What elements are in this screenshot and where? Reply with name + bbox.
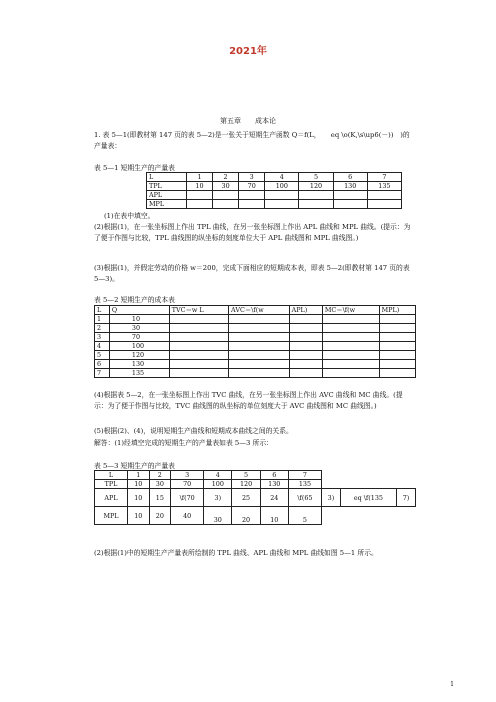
table2-cell bbox=[289, 315, 322, 324]
table2-header-cell: MC＝\f(w bbox=[322, 306, 379, 315]
table3-cell: 3) bbox=[204, 489, 232, 507]
table1-row-header: TPL bbox=[147, 182, 187, 191]
table3-cell: 120 bbox=[232, 480, 260, 489]
table1-cell: 1 bbox=[186, 173, 212, 182]
table2-cell bbox=[169, 324, 228, 333]
table1-cell bbox=[299, 191, 333, 200]
q1-part2: (2)根据(1)，在一张坐标图上作出 TPL 曲线，在另一张坐标图上作出 APL 曲线和 MPL 曲线。(提示：为了便于作图与比较，TPL 曲线图的纵坐标的刻度单位大于 APL 曲线图和 MPL 曲线图。) bbox=[94, 223, 411, 242]
table3 bbox=[94, 470, 416, 525]
table3-cell: 3 bbox=[171, 471, 204, 480]
table1-cell: 30 bbox=[213, 182, 239, 191]
table2-cell: 70 bbox=[109, 333, 169, 342]
table2-row bbox=[95, 324, 416, 333]
table2-cell bbox=[229, 351, 290, 360]
table1 bbox=[146, 172, 402, 209]
table3-cell: 40 bbox=[171, 507, 204, 525]
table3-cell: 10 bbox=[127, 480, 149, 489]
chapter-title: 第五章 成本论 bbox=[220, 117, 276, 125]
table1-cell: 10 bbox=[186, 182, 212, 191]
table2-cell bbox=[169, 333, 228, 342]
table1-cell bbox=[299, 200, 333, 209]
table2-cell: 120 bbox=[109, 351, 169, 360]
table1-cell bbox=[186, 191, 212, 200]
table2-cell bbox=[169, 369, 228, 378]
table3-cell: 24 bbox=[260, 489, 288, 507]
q1-part4: (4)根据表 5—2，在一张坐标图上作出 TVC 曲线，在另一张坐标图上作出 AVC 曲线和 MC 曲线。(提示：为了便于作图与比较，TVC 曲线图的纵坐标的单位刻度大于 AVC 曲线图和 MC 曲线图。) bbox=[94, 391, 403, 410]
q1-part1: (1)在表中填空。 bbox=[104, 212, 155, 220]
table2 bbox=[94, 305, 416, 378]
table3-cell: TPL bbox=[95, 480, 128, 489]
table3-cell: MPL bbox=[95, 507, 128, 525]
table2-cell bbox=[289, 333, 322, 342]
table1-row bbox=[147, 182, 402, 191]
table2-cell bbox=[379, 369, 415, 378]
table3-cell: 7 bbox=[288, 471, 321, 480]
q1-part5: (5)根据(2)、(4)，说明短期生产曲线和短期成本曲线之间的关系。 bbox=[94, 427, 293, 435]
table2-caption: 表 5—2 短期生产的成本表 bbox=[94, 296, 175, 304]
table3-caption: 表 5—3 短期生产的产量表 bbox=[94, 462, 175, 470]
table2-cell bbox=[289, 324, 322, 333]
table2-cell bbox=[379, 351, 415, 360]
table2-cell bbox=[379, 342, 415, 351]
table2-cell bbox=[289, 369, 322, 378]
table3-cell: 7) bbox=[396, 489, 415, 507]
table2-cell bbox=[322, 342, 379, 351]
table1-cell: 2 bbox=[213, 173, 239, 182]
table2-cell bbox=[322, 324, 379, 333]
answer-part2: (2)根据(1)中的短期生产产量表所绘制的 TPL 曲线、APL 曲线和 MPL 曲线如图 5—1 所示。 bbox=[94, 549, 378, 557]
table3-cell: 5 bbox=[232, 471, 260, 480]
table1-cell bbox=[265, 191, 299, 200]
table1-cell: 5 bbox=[299, 173, 333, 182]
table2-cell bbox=[322, 333, 379, 342]
table3-cell: 20 bbox=[149, 507, 171, 525]
question-intro: 1. 表 5—1(即教材第 147 页的表 5—2)是一张关于短期生产函数 Q＝f(L， eq \o(K,\s\up6(－)) )的产量表： bbox=[94, 131, 410, 150]
table3-row-mp bbox=[95, 507, 416, 525]
table3-row-l bbox=[95, 471, 416, 480]
table3-cell: 1 bbox=[127, 471, 149, 480]
table2-cell bbox=[322, 369, 379, 378]
table2-cell: 5 bbox=[95, 351, 110, 360]
table2-cell bbox=[229, 333, 290, 342]
table3-cell: APL bbox=[95, 489, 128, 507]
table2-cell bbox=[169, 360, 228, 369]
table2-row bbox=[95, 360, 416, 369]
table3-cell: 70 bbox=[171, 480, 204, 489]
table1-cell bbox=[186, 200, 212, 209]
table2-row bbox=[95, 333, 416, 342]
table1-row-header: APL bbox=[147, 191, 187, 200]
table2-cell bbox=[229, 315, 290, 324]
table3-cell: 135 bbox=[288, 480, 321, 489]
table2-cell bbox=[169, 315, 228, 324]
table2-cell bbox=[322, 360, 379, 369]
table2-cell bbox=[322, 351, 379, 360]
document-header: 2021年 bbox=[229, 46, 267, 57]
table1-row bbox=[147, 200, 402, 209]
table2-cell: 1 bbox=[95, 315, 110, 324]
table1-cell: 6 bbox=[333, 173, 367, 182]
table2-cell: 30 bbox=[109, 324, 169, 333]
table1-cell: 130 bbox=[333, 182, 367, 191]
table1-cell bbox=[367, 200, 401, 209]
table3-cell: 5 bbox=[288, 507, 321, 525]
table2-cell: 135 bbox=[109, 369, 169, 378]
table2-cell bbox=[379, 324, 415, 333]
table1-row bbox=[147, 191, 402, 200]
table2-cell bbox=[169, 351, 228, 360]
table2-row bbox=[95, 369, 416, 378]
table2-row bbox=[95, 342, 416, 351]
table2-header-cell: Q bbox=[109, 306, 169, 315]
table2-cell: 3 bbox=[95, 333, 110, 342]
table3-cell: 25 bbox=[232, 489, 260, 507]
table2-cell bbox=[289, 360, 322, 369]
table1-cell: 135 bbox=[367, 182, 401, 191]
table2-row bbox=[95, 351, 416, 360]
table2-cell bbox=[322, 315, 379, 324]
table2-cell bbox=[229, 360, 290, 369]
table2-header-cell: APL) bbox=[289, 306, 322, 315]
table3-cell: 130 bbox=[260, 480, 288, 489]
table1-cell: 3 bbox=[239, 173, 265, 182]
table2-cell bbox=[289, 351, 322, 360]
table3-cell: 2 bbox=[149, 471, 171, 480]
table3-cell: 30 bbox=[149, 480, 171, 489]
table2-header-cell: AVC＝\f(w bbox=[229, 306, 290, 315]
table3-cell: 30 bbox=[204, 507, 232, 525]
table1-row-header: L bbox=[147, 173, 187, 182]
table2-cell bbox=[229, 369, 290, 378]
table1-cell: 4 bbox=[265, 173, 299, 182]
table2-cell bbox=[379, 315, 415, 324]
table2-cell bbox=[229, 342, 290, 351]
table2-cell: 2 bbox=[95, 324, 110, 333]
table2-cell bbox=[379, 360, 415, 369]
table1-cell bbox=[333, 191, 367, 200]
table1-row bbox=[147, 173, 402, 182]
table2-cell: 130 bbox=[109, 360, 169, 369]
table3-cell: 3) bbox=[321, 489, 340, 507]
table3-cell: \f(65 bbox=[288, 489, 321, 507]
table3-cell: 6 bbox=[260, 471, 288, 480]
page-number: 1 bbox=[450, 681, 454, 688]
table2-cell: 100 bbox=[109, 342, 169, 351]
table3-cell: 100 bbox=[204, 480, 232, 489]
table2-cell: 7 bbox=[95, 369, 110, 378]
table1-caption: 表 5—1 短期生产的产量表 bbox=[94, 164, 175, 172]
table1-cell bbox=[333, 200, 367, 209]
table3-cell: \f(70 bbox=[171, 489, 204, 507]
table1-cell: 70 bbox=[239, 182, 265, 191]
table3-row-tp bbox=[95, 480, 416, 489]
table1-cell: 7 bbox=[367, 173, 401, 182]
table3-cell: L bbox=[95, 471, 128, 480]
table3-cell: 10 bbox=[260, 507, 288, 525]
table2-cell bbox=[229, 324, 290, 333]
table3-cell: eq \f(135 bbox=[340, 489, 396, 507]
table3-row-ap bbox=[95, 489, 416, 507]
table3-cell: 4 bbox=[204, 471, 232, 480]
table1-cell bbox=[213, 191, 239, 200]
table2-cell: 6 bbox=[95, 360, 110, 369]
table2-row bbox=[95, 315, 416, 324]
table1-cell: 100 bbox=[265, 182, 299, 191]
answer-intro: 解答：(1)经填空完成的短期生产的产量表如表 5—3 所示： bbox=[94, 439, 273, 447]
table2-cell: 10 bbox=[109, 315, 169, 324]
table2-cell bbox=[379, 333, 415, 342]
table1-cell bbox=[213, 200, 239, 209]
table1-cell bbox=[367, 191, 401, 200]
table3-cell: 10 bbox=[127, 489, 149, 507]
table3-cell: 10 bbox=[127, 507, 149, 525]
table3-cell: 15 bbox=[149, 489, 171, 507]
table2-header-cell: TVC＝w L bbox=[169, 306, 228, 315]
q1-part3: (3)根据(1)，并假定劳动的价格 w＝200，完成下面相应的短期成本表，即表 5—2(即教材第 147 页的表 5—3)。 bbox=[94, 264, 410, 283]
table1-row-header: MPL bbox=[147, 200, 187, 209]
table1-cell bbox=[239, 200, 265, 209]
table3-cell: 20 bbox=[232, 507, 260, 525]
table2-header-cell: MPL) bbox=[379, 306, 415, 315]
table2-header-row bbox=[95, 306, 416, 315]
table1-cell bbox=[265, 200, 299, 209]
table2-cell: 4 bbox=[95, 342, 110, 351]
table2-cell bbox=[169, 342, 228, 351]
table2-cell bbox=[289, 342, 322, 351]
table2-header-cell: L bbox=[95, 306, 110, 315]
table1-cell bbox=[239, 191, 265, 200]
table1-cell: 120 bbox=[299, 182, 333, 191]
